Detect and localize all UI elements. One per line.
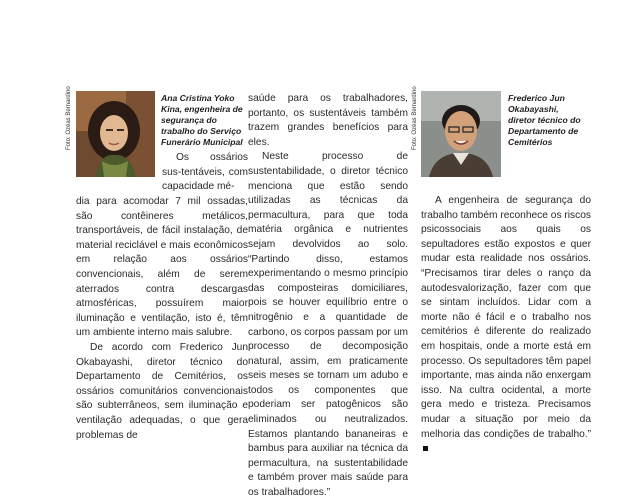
photo-caption-2: Frederico Jun Okabayashi, diretor técnico do Departamento de Cemitérios [508,93,581,147]
paragraph-3: saúde para os trabalhadores, portanto, os sustentáveis também trazem grandes benefícios para eles. [248,93,408,148]
column-1-start [162,151,248,195]
photo-ana-cristina [76,91,155,177]
paragraph-1-start: Os ossários sus-tentáveis, com capacidade mé- [162,152,248,193]
photo-credit-2: Foto: Ozéas Bernardino [412,86,418,150]
end-of-article-mark [423,446,428,451]
paragraph-2: De acordo com Frederico Jun Okabayashi, diretor técnico do Departamento de Cemitérios, os ossários comunitários convencionais são subterrâneos, sem iluminação e ventilação adequadas, o que gera problemas de [76,341,248,441]
paragraph-5-text: A engenheira de segurança do trabalho também reconhece os riscos psicossociais aos quais os sepultadores estão expostos e quer mudar esta realidade nos ossários. “Precisamos tirar deles o ranço da autodesvalorização, fazer com que se sintam incluídos. Lidar com a morte não é fácil e o trabalho nos cemitérios é diferente do realizado em hospitais, onde a morte está em processo. Os sepultadores têm papel importante, mas ainda não enxergam isso. Na cultra ocidental, a morte gera medo e tristeza. Precisamos mudar a situação por meio da melhoria das condições de trabalho.” [421,195,591,440]
portrait-woman-image [76,91,155,177]
photo-credit-1: Foto: Ozéas Bernardino [66,86,72,150]
paragraph-4: Neste processo de sustentabilidade, o diretor técnico menciona que estão sendo utilizadas as técnicas da permacultura, para que toda matéria orgânica e nutrientes sejam devolvidos ao solo. “Partindo disso, estamos experimentando o mesmo princípio das composteiras domiciliares, pois se houver equilíbrio entre o nitrogênio e a quantidade de carbono, os corpos passam por um processo de decomposição natural, assim, em praticamente seis meses se tornam um adubo e todos os componentes que poderiam ser patogênicos são eliminados ou neutralizados. Estamos plantando bananeiras e bambus para auxiliar na técnica da permacultura, na sustentabilidade e também prover mais saúde para os trabalhadores.” [248,151,408,499]
column-3 [421,194,591,457]
column-2 [248,92,408,501]
paragraph-1-rest: dia para acomodar 7 mil ossadas, são contêineres metálicos, transportáveis, de fácil instalação, de material reciclável e mais econômicos em relação aos ossários convencionais, além de serem aterrados contra descargas atmosféricas, possuírem maior iluminação e ventilação, isto é, têm um ambiente interno mais salubre. [76,196,248,339]
paragraph-5 [421,194,591,457]
column-1 [76,195,248,443]
portrait-man-image [421,91,501,177]
photo-frederico [421,91,501,177]
photo-caption-1: Ana Cristina Yoko Kina, engenheira de segurança do trabalho do Serviço Funerário Municipal [161,93,243,147]
